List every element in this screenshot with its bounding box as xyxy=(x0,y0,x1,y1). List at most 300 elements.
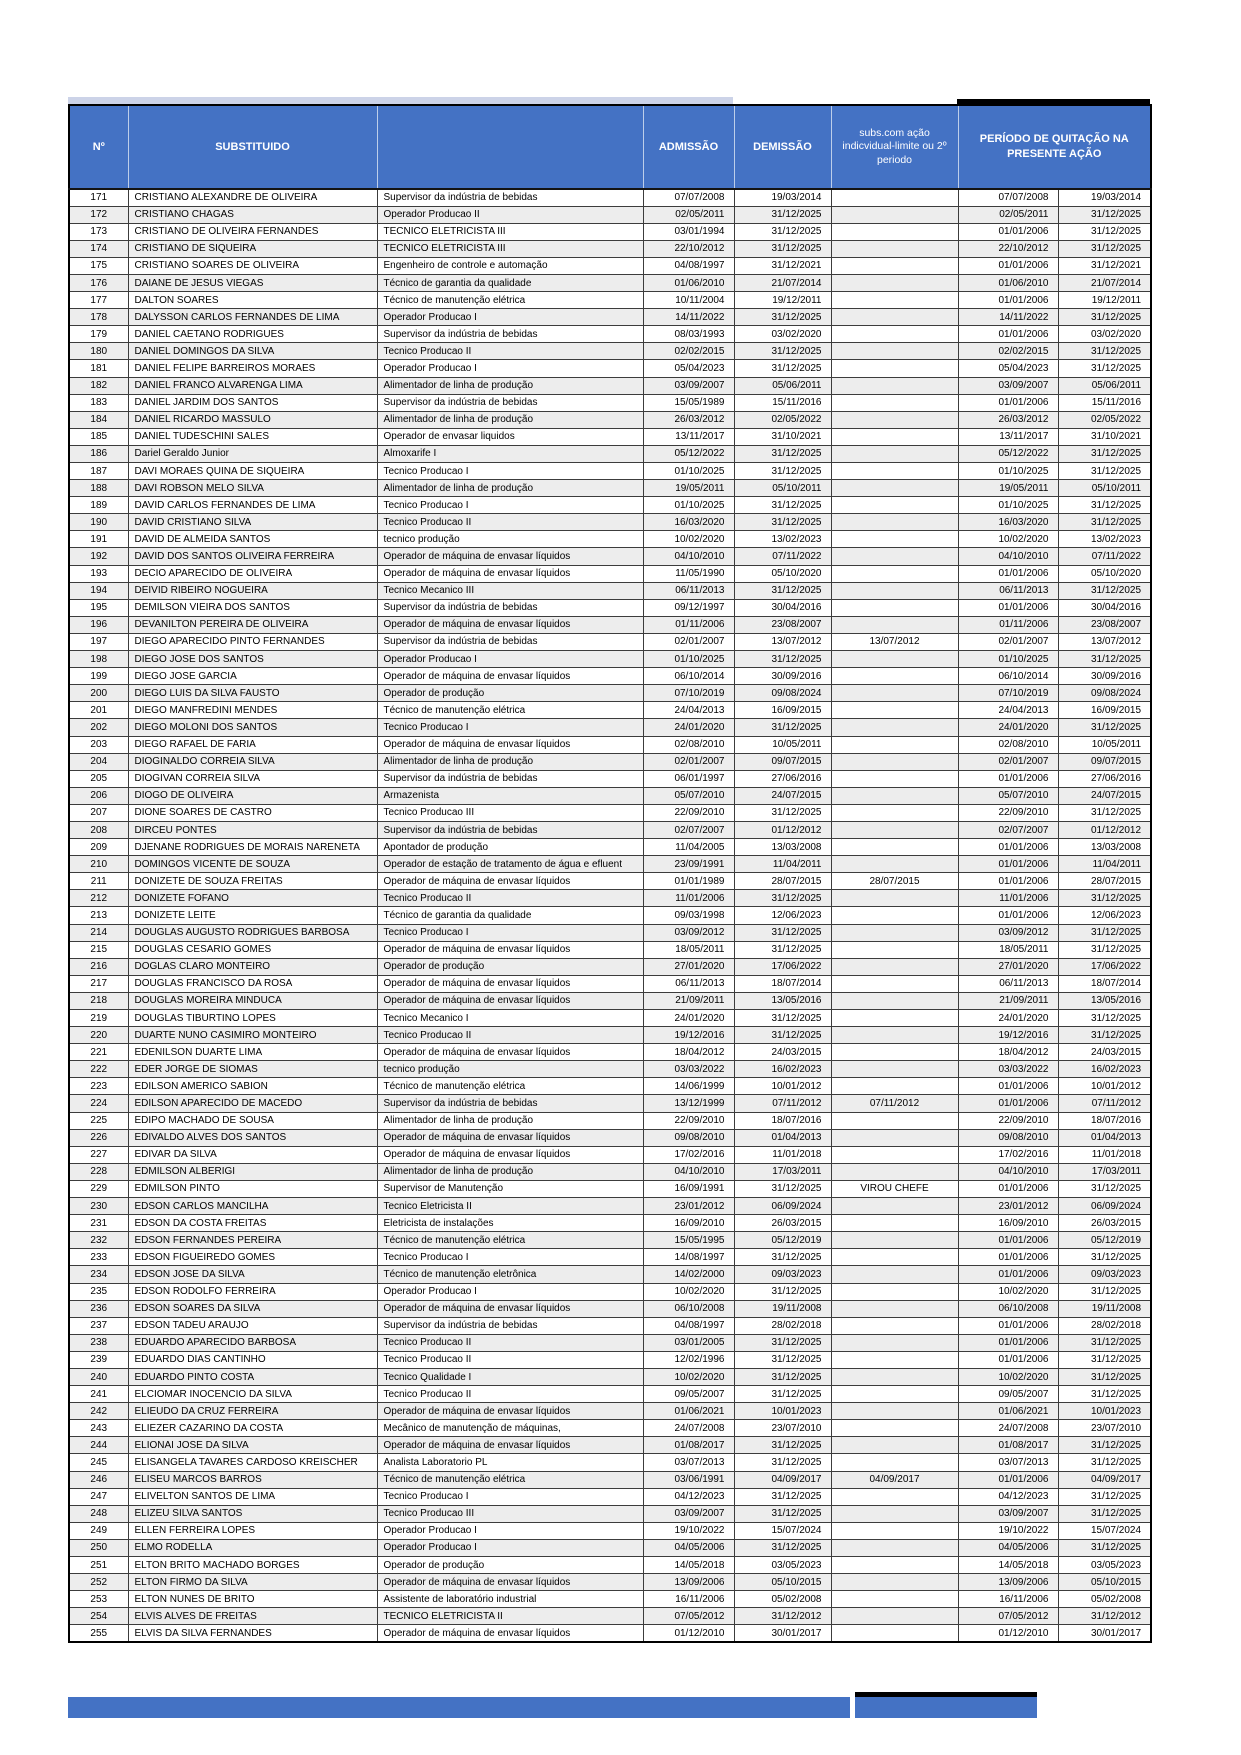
cell-subs xyxy=(831,890,958,907)
cell-admissao: 03/09/2007 xyxy=(643,1505,734,1522)
cell-subs xyxy=(831,651,958,668)
cell-demissao: 31/12/2025 xyxy=(734,1027,831,1044)
cell-job: Operador Producao I xyxy=(377,1283,643,1300)
cell-substituido: DANIEL CAETANO RODRIGUES xyxy=(128,326,377,343)
cell-job: Tecnico Eletricista II xyxy=(377,1198,643,1215)
cell-subs xyxy=(831,326,958,343)
cell-job: Operador de máquina de envasar líquidos xyxy=(377,975,643,992)
cell-substituido: DAVID CARLOS FERNANDES DE LIMA xyxy=(128,497,377,514)
cell-substituido: DIEGO LUIS DA SILVA FAUSTO xyxy=(128,685,377,702)
cell-substituido: ELVIS DA SILVA FERNANDES xyxy=(128,1625,377,1642)
cell-job: Supervisor da indústria de bebidas xyxy=(377,1317,643,1334)
cell-substituido: DECIO APARECIDO DE OLIVEIRA xyxy=(128,565,377,582)
cell-periodo1: 14/05/2018 xyxy=(958,1557,1058,1574)
cell-subs: 04/09/2017 xyxy=(831,1471,958,1488)
cell-demissao: 05/12/2019 xyxy=(734,1232,831,1249)
table-row xyxy=(69,753,1151,770)
cell-demissao: 31/12/2025 xyxy=(734,360,831,377)
cell-demissao: 31/12/2025 xyxy=(734,463,831,480)
cell-periodo1: 22/09/2010 xyxy=(958,1112,1058,1129)
cell-substituido: DEIVID RIBEIRO NOGUEIRA xyxy=(128,582,377,599)
cell-admissao: 16/09/2010 xyxy=(643,1215,734,1232)
cell-demissao: 31/12/2025 xyxy=(734,445,831,462)
cell-periodo1: 06/11/2013 xyxy=(958,975,1058,992)
table-header-row xyxy=(69,105,1151,189)
cell-job: tecnico produção xyxy=(377,1061,643,1078)
cell-num: 171 xyxy=(69,189,128,206)
cell-demissao: 09/07/2015 xyxy=(734,753,831,770)
cell-periodo1: 01/10/2025 xyxy=(958,651,1058,668)
table-row xyxy=(69,1522,1151,1539)
cell-admissao: 03/03/2022 xyxy=(643,1061,734,1078)
cell-num: 204 xyxy=(69,753,128,770)
cell-periodo1: 01/01/2006 xyxy=(958,1249,1058,1266)
cell-admissao: 02/02/2015 xyxy=(643,343,734,360)
table-row xyxy=(69,343,1151,360)
cell-job: Supervisor da indústria de bebidas xyxy=(377,1095,643,1112)
cell-job: Alimentador de linha de produção xyxy=(377,1112,643,1129)
cell-admissao: 16/09/1991 xyxy=(643,1180,734,1197)
cell-admissao: 23/01/2012 xyxy=(643,1198,734,1215)
table-row xyxy=(69,924,1151,941)
cell-admissao: 07/05/2012 xyxy=(643,1608,734,1625)
cell-periodo1: 13/11/2017 xyxy=(958,428,1058,445)
cell-periodo2: 05/10/2015 xyxy=(1058,1574,1151,1591)
cell-subs xyxy=(831,411,958,428)
cell-demissao: 19/03/2014 xyxy=(734,189,831,206)
cell-periodo2: 11/04/2011 xyxy=(1058,856,1151,873)
cell-periodo1: 02/02/2015 xyxy=(958,343,1058,360)
cell-periodo1: 24/07/2008 xyxy=(958,1420,1058,1437)
cell-periodo1: 03/09/2007 xyxy=(958,1505,1058,1522)
cell-periodo1: 02/05/2011 xyxy=(958,206,1058,223)
cell-periodo1: 26/03/2012 xyxy=(958,411,1058,428)
table-row xyxy=(69,1198,1151,1215)
cell-admissao: 15/05/1989 xyxy=(643,394,734,411)
table-row xyxy=(69,599,1151,616)
cell-job: Operador Producao I xyxy=(377,1522,643,1539)
cell-subs xyxy=(831,1266,958,1283)
cell-periodo2: 16/02/2023 xyxy=(1058,1061,1151,1078)
cell-num: 255 xyxy=(69,1625,128,1642)
cell-demissao: 15/11/2016 xyxy=(734,394,831,411)
cell-job: Operador de máquina de envasar líquidos xyxy=(377,548,643,565)
cell-num: 232 xyxy=(69,1232,128,1249)
cell-num: 243 xyxy=(69,1420,128,1437)
cell-demissao: 30/04/2016 xyxy=(734,599,831,616)
table-row xyxy=(69,633,1151,650)
cell-periodo1: 01/01/2006 xyxy=(958,599,1058,616)
cell-subs xyxy=(831,1198,958,1215)
cell-periodo1: 03/09/2007 xyxy=(958,377,1058,394)
cell-periodo1: 06/10/2008 xyxy=(958,1300,1058,1317)
cell-admissao: 01/10/2025 xyxy=(643,651,734,668)
cell-num: 209 xyxy=(69,839,128,856)
cell-job: Operador de produção xyxy=(377,958,643,975)
cell-substituido: EDUARDO APARECIDO BARBOSA xyxy=(128,1334,377,1351)
cell-periodo2: 31/12/2025 xyxy=(1058,1010,1151,1027)
table-row xyxy=(69,189,1151,206)
cell-subs xyxy=(831,1078,958,1095)
cell-num: 228 xyxy=(69,1163,128,1180)
cell-periodo2: 31/12/2025 xyxy=(1058,651,1151,668)
cell-substituido: EDSON SOARES DA SILVA xyxy=(128,1300,377,1317)
cell-subs xyxy=(831,1591,958,1608)
cell-num: 181 xyxy=(69,360,128,377)
cell-demissao: 31/12/2025 xyxy=(734,651,831,668)
cell-admissao: 04/08/1997 xyxy=(643,1317,734,1334)
table-row xyxy=(69,1574,1151,1591)
table-row xyxy=(69,1420,1151,1437)
cell-job: Tecnico Qualidade I xyxy=(377,1368,643,1385)
cell-job: Alimentador de linha de produção xyxy=(377,480,643,497)
cell-periodo1: 01/08/2017 xyxy=(958,1437,1058,1454)
cell-subs xyxy=(831,377,958,394)
cell-num: 206 xyxy=(69,787,128,804)
header-top-lavender-strip xyxy=(68,97,733,104)
cell-periodo2: 31/12/2025 xyxy=(1058,309,1151,326)
table-row xyxy=(69,463,1151,480)
cell-periodo2: 31/12/2025 xyxy=(1058,1027,1151,1044)
cell-admissao: 04/12/2023 xyxy=(643,1488,734,1505)
cell-demissao: 05/06/2011 xyxy=(734,377,831,394)
cell-demissao: 31/12/2025 xyxy=(734,1505,831,1522)
cell-admissao: 02/07/2007 xyxy=(643,821,734,838)
next-page-header-bar-left xyxy=(68,1697,850,1718)
cell-demissao: 31/12/2025 xyxy=(734,343,831,360)
cell-subs xyxy=(831,1044,958,1061)
table-row xyxy=(69,1283,1151,1300)
cell-substituido: CRISTIANO ALEXANDRE DE OLIVEIRA xyxy=(128,189,377,206)
cell-substituido: ELCIOMAR INOCENCIO DA SILVA xyxy=(128,1386,377,1403)
cell-admissao: 01/08/2017 xyxy=(643,1437,734,1454)
cell-substituido: ELTON BRITO MACHADO BORGES xyxy=(128,1557,377,1574)
cell-periodo1: 10/02/2020 xyxy=(958,531,1058,548)
table-row xyxy=(69,548,1151,565)
cell-num: 199 xyxy=(69,668,128,685)
cell-periodo2: 19/12/2011 xyxy=(1058,292,1151,309)
cell-subs xyxy=(831,582,958,599)
cell-substituido: DANIEL TUDESCHINI SALES xyxy=(128,428,377,445)
cell-demissao: 13/07/2012 xyxy=(734,633,831,650)
table-row xyxy=(69,702,1151,719)
cell-subs xyxy=(831,616,958,633)
cell-demissao: 31/12/2025 xyxy=(734,1180,831,1197)
cell-periodo1: 14/11/2022 xyxy=(958,309,1058,326)
cell-job: Eletricista de instalações xyxy=(377,1215,643,1232)
cell-admissao: 07/07/2008 xyxy=(643,189,734,206)
cell-demissao: 31/12/2025 xyxy=(734,1437,831,1454)
cell-periodo2: 31/12/2025 xyxy=(1058,1386,1151,1403)
cell-num: 208 xyxy=(69,821,128,838)
cell-job: tecnico produção xyxy=(377,531,643,548)
cell-periodo2: 18/07/2016 xyxy=(1058,1112,1151,1129)
table-row xyxy=(69,411,1151,428)
cell-periodo1: 16/11/2006 xyxy=(958,1591,1058,1608)
table-row xyxy=(69,1625,1151,1642)
cell-job: Técnico de manutenção elétrica xyxy=(377,1232,643,1249)
cell-job: Tecnico Producao II xyxy=(377,514,643,531)
cell-substituido: EDSON DA COSTA FREITAS xyxy=(128,1215,377,1232)
cell-substituido: EDER JORGE DE SIOMAS xyxy=(128,1061,377,1078)
cell-demissao: 01/12/2012 xyxy=(734,821,831,838)
cell-job: Técnico de garantia da qualidade xyxy=(377,907,643,924)
cell-job: Tecnico Producao I xyxy=(377,924,643,941)
cell-num: 226 xyxy=(69,1129,128,1146)
cell-num: 203 xyxy=(69,736,128,753)
cell-substituido: DANIEL DOMINGOS DA SILVA xyxy=(128,343,377,360)
cell-periodo2: 31/12/2021 xyxy=(1058,257,1151,274)
cell-num: 219 xyxy=(69,1010,128,1027)
cell-periodo1: 01/01/2006 xyxy=(958,223,1058,240)
cell-demissao: 05/10/2015 xyxy=(734,1574,831,1591)
cell-num: 182 xyxy=(69,377,128,394)
cell-demissao: 31/12/2025 xyxy=(734,206,831,223)
cell-job: Operador de máquina de envasar líquidos xyxy=(377,736,643,753)
cell-subs xyxy=(831,1488,958,1505)
cell-periodo2: 05/02/2008 xyxy=(1058,1591,1151,1608)
cell-num: 238 xyxy=(69,1334,128,1351)
cell-admissao: 18/05/2011 xyxy=(643,941,734,958)
cell-periodo1: 04/10/2010 xyxy=(958,1163,1058,1180)
cell-num: 174 xyxy=(69,240,128,257)
cell-substituido: EDSON TADEU ARAUJO xyxy=(128,1317,377,1334)
cell-num: 241 xyxy=(69,1386,128,1403)
cell-job: Operador de estação de tratamento de água e efluent xyxy=(377,856,643,873)
cell-num: 198 xyxy=(69,651,128,668)
cell-job: Supervisor da indústria de bebidas xyxy=(377,394,643,411)
cell-periodo2: 31/12/2025 xyxy=(1058,206,1151,223)
cell-periodo2: 31/10/2021 xyxy=(1058,428,1151,445)
cell-periodo1: 03/09/2012 xyxy=(958,924,1058,941)
cell-admissao: 02/05/2011 xyxy=(643,206,734,223)
cell-demissao: 13/02/2023 xyxy=(734,531,831,548)
cell-admissao: 03/01/1994 xyxy=(643,223,734,240)
table-row xyxy=(69,326,1151,343)
table-row xyxy=(69,1437,1151,1454)
table-row xyxy=(69,1061,1151,1078)
cell-subs xyxy=(831,1539,958,1556)
cell-periodo1: 09/08/2010 xyxy=(958,1129,1058,1146)
cell-subs xyxy=(831,958,958,975)
cell-subs xyxy=(831,992,958,1009)
cell-num: 225 xyxy=(69,1112,128,1129)
table-row xyxy=(69,1488,1151,1505)
cell-substituido: DIOGIVAN CORREIA SILVA xyxy=(128,770,377,787)
table-row xyxy=(69,1180,1151,1197)
cell-num: 252 xyxy=(69,1574,128,1591)
cell-num: 214 xyxy=(69,924,128,941)
cell-substituido: CRISTIANO DE SIQUEIRA xyxy=(128,240,377,257)
cell-periodo1: 01/01/2006 xyxy=(958,565,1058,582)
cell-admissao: 15/05/1995 xyxy=(643,1232,734,1249)
table-row xyxy=(69,1334,1151,1351)
cell-admissao: 03/09/2012 xyxy=(643,924,734,941)
cell-job: Operador de máquina de envasar líquidos xyxy=(377,1437,643,1454)
cell-periodo2: 31/12/2025 xyxy=(1058,1437,1151,1454)
cell-job: Tecnico Producao I xyxy=(377,1249,643,1266)
cell-substituido: ELISANGELA TAVARES CARDOSO KREISCHER xyxy=(128,1454,377,1471)
cell-admissao: 01/10/2025 xyxy=(643,497,734,514)
cell-num: 222 xyxy=(69,1061,128,1078)
cell-periodo1: 02/08/2010 xyxy=(958,736,1058,753)
cell-subs xyxy=(831,1232,958,1249)
cell-periodo2: 10/01/2012 xyxy=(1058,1078,1151,1095)
table-row xyxy=(69,257,1151,274)
cell-periodo1: 01/01/2006 xyxy=(958,257,1058,274)
cell-num: 245 xyxy=(69,1454,128,1471)
cell-admissao: 24/04/2013 xyxy=(643,702,734,719)
cell-demissao: 31/12/2025 xyxy=(734,890,831,907)
table-row xyxy=(69,1163,1151,1180)
cell-periodo2: 05/06/2011 xyxy=(1058,377,1151,394)
cell-subs xyxy=(831,1522,958,1539)
cell-job: Armazenista xyxy=(377,787,643,804)
cell-periodo1: 19/05/2011 xyxy=(958,480,1058,497)
cell-admissao: 03/01/2005 xyxy=(643,1334,734,1351)
cell-job: Técnico de manutenção elétrica xyxy=(377,292,643,309)
cell-admissao: 06/10/2008 xyxy=(643,1300,734,1317)
cell-periodo1: 01/01/2006 xyxy=(958,1095,1058,1112)
cell-num: 250 xyxy=(69,1539,128,1556)
table-row xyxy=(69,1317,1151,1334)
table-row xyxy=(69,1266,1151,1283)
cell-demissao: 18/07/2016 xyxy=(734,1112,831,1129)
cell-num: 237 xyxy=(69,1317,128,1334)
table-row xyxy=(69,480,1151,497)
cell-substituido: ELIONAI JOSE DA SILVA xyxy=(128,1437,377,1454)
cell-admissao: 09/03/1998 xyxy=(643,907,734,924)
cell-subs xyxy=(831,548,958,565)
cell-periodo2: 31/12/2025 xyxy=(1058,1334,1151,1351)
cell-admissao: 19/12/2016 xyxy=(643,1027,734,1044)
cell-demissao: 10/05/2011 xyxy=(734,736,831,753)
table-row xyxy=(69,309,1151,326)
cell-periodo1: 01/01/2006 xyxy=(958,1317,1058,1334)
cell-periodo1: 01/10/2025 xyxy=(958,497,1058,514)
cell-subs xyxy=(831,565,958,582)
cell-substituido: DAVID DE ALMEIDA SANTOS xyxy=(128,531,377,548)
cell-subs xyxy=(831,924,958,941)
cell-admissao: 19/10/2022 xyxy=(643,1522,734,1539)
cell-job: TECNICO ELETRICISTA III xyxy=(377,223,643,240)
cell-subs xyxy=(831,1300,958,1317)
cell-substituido: ELIEZER CAZARINO DA COSTA xyxy=(128,1420,377,1437)
cell-admissao: 01/11/2006 xyxy=(643,616,734,633)
cell-demissao: 11/01/2018 xyxy=(734,1146,831,1163)
cell-substituido: ELTON NUNES DE BRITO xyxy=(128,1591,377,1608)
cell-periodo2: 02/05/2022 xyxy=(1058,411,1151,428)
table-row xyxy=(69,1249,1151,1266)
cell-periodo1: 01/06/2010 xyxy=(958,274,1058,291)
cell-subs xyxy=(831,787,958,804)
cell-job: Alimentador de linha de produção xyxy=(377,753,643,770)
cell-substituido: DAVI ROBSON MELO SILVA xyxy=(128,480,377,497)
cell-periodo2: 28/07/2015 xyxy=(1058,873,1151,890)
cell-substituido: EDIPO MACHADO DE SOUSA xyxy=(128,1112,377,1129)
table-row xyxy=(69,1471,1151,1488)
cell-num: 223 xyxy=(69,1078,128,1095)
cell-demissao: 28/07/2015 xyxy=(734,873,831,890)
cell-admissao: 22/09/2010 xyxy=(643,804,734,821)
table-row xyxy=(69,445,1151,462)
cell-subs xyxy=(831,292,958,309)
cell-job: Operador Producao I xyxy=(377,1539,643,1556)
cell-periodo1: 01/01/2006 xyxy=(958,1334,1058,1351)
employees-table xyxy=(68,104,1152,1643)
cell-periodo1: 04/10/2010 xyxy=(958,548,1058,565)
table-row xyxy=(69,223,1151,240)
cell-periodo2: 13/05/2016 xyxy=(1058,992,1151,1009)
cell-demissao: 31/12/2025 xyxy=(734,1283,831,1300)
cell-substituido: ELTON FIRMO DA SILVA xyxy=(128,1574,377,1591)
cell-periodo1: 24/04/2013 xyxy=(958,702,1058,719)
cell-job: Operador de máquina de envasar líquidos xyxy=(377,1044,643,1061)
cell-admissao: 06/10/2014 xyxy=(643,668,734,685)
cell-periodo1: 05/12/2022 xyxy=(958,445,1058,462)
cell-periodo1: 04/12/2023 xyxy=(958,1488,1058,1505)
cell-demissao: 05/10/2011 xyxy=(734,480,831,497)
cell-substituido: EDIVALDO ALVES DOS SANTOS xyxy=(128,1129,377,1146)
cell-job: TECNICO ELETRICISTA III xyxy=(377,240,643,257)
cell-num: 201 xyxy=(69,702,128,719)
cell-demissao: 19/12/2011 xyxy=(734,292,831,309)
cell-periodo2: 04/09/2017 xyxy=(1058,1471,1151,1488)
header-cell-num: Nº xyxy=(69,105,128,189)
cell-subs xyxy=(831,753,958,770)
cell-periodo1: 01/01/2006 xyxy=(958,326,1058,343)
table-row xyxy=(69,992,1151,1009)
cell-subs xyxy=(831,1368,958,1385)
cell-job: Supervisor da indústria de bebidas xyxy=(377,189,643,206)
cell-substituido: EDENILSON DUARTE LIMA xyxy=(128,1044,377,1061)
cell-demissao: 09/03/2023 xyxy=(734,1266,831,1283)
cell-demissao: 26/03/2015 xyxy=(734,1215,831,1232)
cell-substituido: DOGLAS CLARO MONTEIRO xyxy=(128,958,377,975)
cell-substituido: DANIEL JARDIM DOS SANTOS xyxy=(128,394,377,411)
cell-periodo1: 05/07/2010 xyxy=(958,787,1058,804)
cell-demissao: 31/12/2025 xyxy=(734,1539,831,1556)
table-row xyxy=(69,958,1151,975)
cell-demissao: 30/09/2016 xyxy=(734,668,831,685)
cell-periodo2: 12/06/2023 xyxy=(1058,907,1151,924)
cell-substituido: DIEGO MOLONI DOS SANTOS xyxy=(128,719,377,736)
cell-substituido: DIOGINALDO CORREIA SILVA xyxy=(128,753,377,770)
cell-admissao: 04/08/1997 xyxy=(643,257,734,274)
cell-periodo1: 01/01/2006 xyxy=(958,1180,1058,1197)
cell-subs xyxy=(831,189,958,206)
cell-periodo2: 31/12/2025 xyxy=(1058,890,1151,907)
table-row xyxy=(69,1112,1151,1129)
table-row xyxy=(69,787,1151,804)
cell-num: 186 xyxy=(69,445,128,462)
cell-job: Operador de máquina de envasar líquidos xyxy=(377,1300,643,1317)
cell-admissao: 11/05/1990 xyxy=(643,565,734,582)
cell-periodo1: 23/01/2012 xyxy=(958,1198,1058,1215)
table-row xyxy=(69,1027,1151,1044)
cell-periodo1: 24/01/2020 xyxy=(958,1010,1058,1027)
cell-subs xyxy=(831,975,958,992)
cell-periodo1: 19/12/2016 xyxy=(958,1027,1058,1044)
cell-periodo2: 31/12/2025 xyxy=(1058,1180,1151,1197)
cell-subs xyxy=(831,1215,958,1232)
cell-periodo2: 31/12/2025 xyxy=(1058,1351,1151,1368)
cell-demissao: 16/09/2015 xyxy=(734,702,831,719)
table-row xyxy=(69,890,1151,907)
cell-subs xyxy=(831,1608,958,1625)
cell-periodo2: 31/12/2025 xyxy=(1058,223,1151,240)
header-cell-job xyxy=(377,105,643,189)
